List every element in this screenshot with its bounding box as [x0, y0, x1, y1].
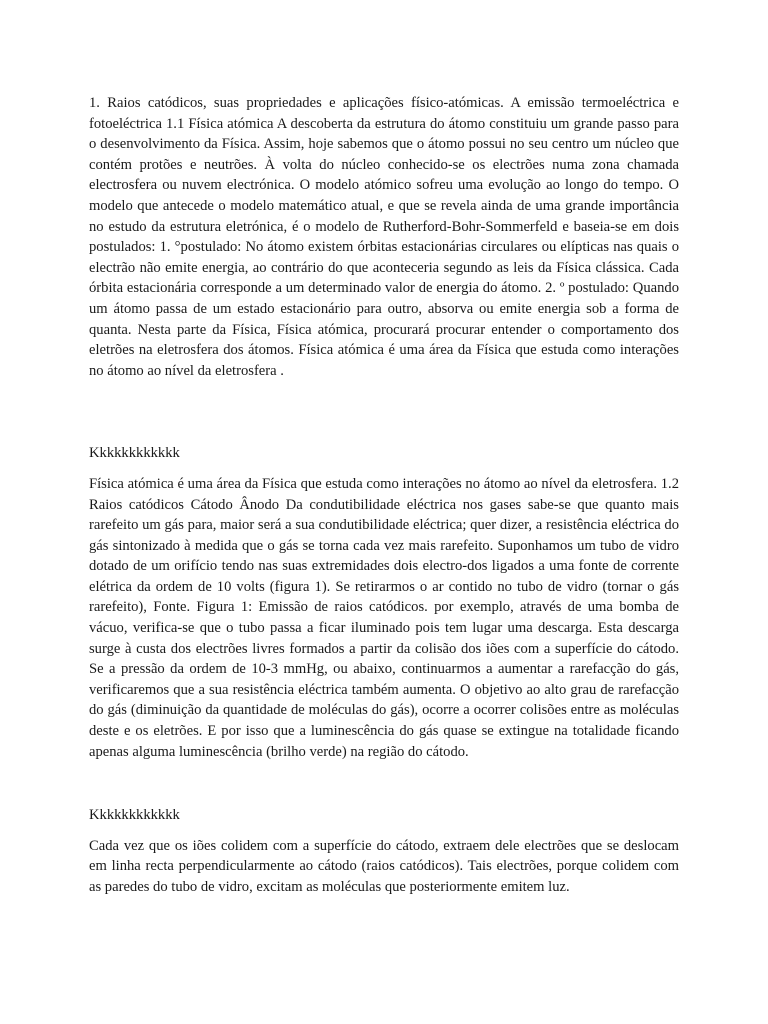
section-heading-2: Kkkkkkkkkkkk — [89, 807, 180, 824]
paragraph-intro: 1. Raios catódicos, suas propriedades e aplicações físico-atómicas. A emissão termoeléctrica e fotoeléctrica 1.1 Física atómica A descoberta da estrutura do átomo constituiu um grande passo para o desenvolvimento da Física. Assim, hoje sabemos que o átomo possui no seu centro um núcleo que contém protões e neutrões. À volta do núcleo conhecido-se os electrões numa zona chamada electrosfera ou nuvem electrónica. O modelo atómico sofreu uma evolução ao longo do tempo. O modelo que antecede o modelo matemático atual, e que se revela ainda de uma grande importância no estudo da estrutura eletrónica, é o modelo de Rutherford-Bohr-Sommerfeld e baseia-se em dois postulados: 1. °postulado: No átomo existem órbitas estacionárias circulares ou elípticas nas quais o electrão não emite energia, ao contrário do que aconteceria segundo as leis da Física clássica. Cada órbita estacionária corresponde a um determinado valor de energia do átomo. 2. º postulado: Quando um átomo passa de um estado estacionário para outro, absorva ou emite energia sob a forma de quanta. Nesta parte da Física, Física atómica, procurará procurar entender o comportamento dos eletrões na eletrosfera dos átomos. Física atómica é uma área da Física que estuda como interações no átomo ao nível da eletrosfera . — [89, 95, 679, 379]
paragraph-cathode-rays: Física atómica é uma área da Física que estuda como interações no átomo ao nível da eletrosfera. 1.2 Raios catódicos Cátodo Ânodo Da condutibilidade eléctrica nos gases sabe-se que quanto mais rarefeito um gás para, maior será a sua condutibilidade eléctrica; quer dizer, a resistência eléctrica do gás sintonizado à medida que o gás se torna cada vez mais rarefeito. Suponhamos um tubo de vidro dotado de um orifício tendo nas suas extremidades dois electro-dos ligados a uma fonte de corrente elétrica da ordem de 10 volts (figura 1). Se retirarmos o ar contido no tubo de vidro (tornar o gás rarefeito), Fonte. Figura 1: Emissão de raios catódicos. por exemplo, através de uma bomba de vácuo, verifica-se que o tubo passa a ficar iluminado pois tem lugar uma descarga. Esta descarga surge à custa dos electrões livres formados a partir da colisão dos iões com a superfície do cátodo. Se a pressão da ordem de 10-3 mmHg, ou abaixo, continuarmos a aumentar a rarefacção do gás, verificaremos que a sua resistência eléctrica também aumenta. O objetivo ao alto grau de rarefacção do gás (diminuição da quantidade de moléculas do gás), ocorre a ocorrer colisões entre as moléculas deste e os eletrões. E por isso que a luminescência do gás quase se extingue na totalidade ficando apenas alguma luminescência (brilho verde) na região do cátodo. — [89, 475, 679, 760]
paragraph-ion-collision: Cada vez que os iões colidem com a superfície do cátodo, extraem dele electrões que se deslocam em linha recta perpendicularmente ao cátodo (raios catódicos). Tais electrões, porque colidem com as paredes do tubo de vidro, excitam as moléculas que posteriormente emitem luz. — [89, 837, 679, 895]
section-heading-1: Kkkkkkkkkkkk — [89, 445, 180, 462]
